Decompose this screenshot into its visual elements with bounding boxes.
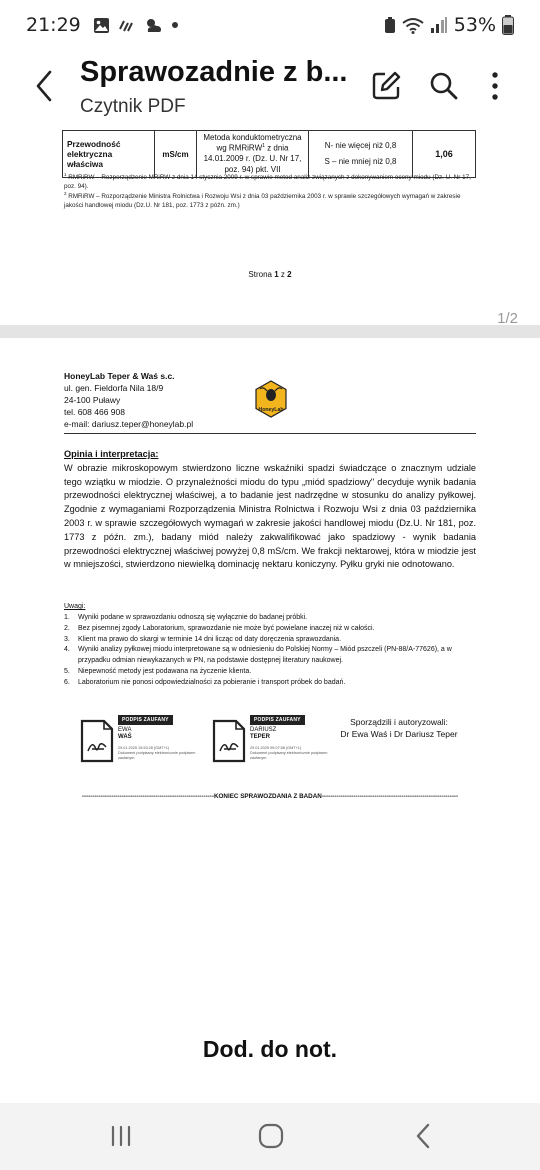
- method-text-a: Metoda konduktometryczna wg RMRiRW: [203, 133, 302, 154]
- signal-icon: [430, 17, 448, 34]
- status-right: [384, 14, 514, 36]
- lab-header: [64, 370, 193, 430]
- prepared-by-label: Sporządzili i autoryzowali:: [350, 717, 448, 727]
- page-number: [0, 270, 540, 279]
- footnote-1-text: RMRiRW – Rozporządzenie MRiRW z dnia 14 stycznia 2009 r. w sprawie metod analiz związanych z dokonywaniem oceny miodu (Dz. U. Nr 17, poz. 94).: [64, 174, 471, 190]
- search-icon: [426, 68, 462, 104]
- signer-name: [250, 727, 276, 741]
- more-vert-icon: [477, 68, 513, 104]
- list-item: [64, 678, 476, 689]
- unit-cell: mS/cm: [155, 131, 197, 178]
- notes-section: [64, 602, 476, 689]
- note-number: 5.: [64, 668, 70, 676]
- note-text: Bez pisemnej zgody Laboratorium, sprawozdanie nie może być powielane inaczej niż w całości.: [78, 624, 375, 632]
- edit-icon: [368, 68, 404, 104]
- notes-list: [64, 613, 476, 689]
- signer-last-name: WAŚ: [118, 733, 132, 740]
- signature-date: 29.01.2025 09:07:58 (GMT+1): [250, 746, 302, 750]
- status-notification-icons: [93, 17, 179, 34]
- method-text-b: z dnia 14.01.2009 r. (Dz. U. Nr 17, poz. 94) pkt. VII: [203, 144, 302, 174]
- lab-street: ul. gen. Fieldorfa Nila 18/9: [64, 383, 164, 394]
- signature-meta: [118, 746, 204, 761]
- opinion-heading: Opinia i interpretacja:: [64, 449, 159, 459]
- home-button[interactable]: [256, 1121, 286, 1151]
- search-button[interactable]: [426, 68, 462, 104]
- req-line-1: N- nie więcej niż 0,8: [324, 141, 397, 151]
- signer-last-name: TEPER: [250, 733, 271, 740]
- lab-email: e-mail: dariusz.teper@honeylab.pl: [64, 419, 194, 430]
- req-line-2: S – nie mniej niż 0,8: [324, 157, 397, 167]
- signer-first-name: DARIUSZ: [250, 727, 277, 733]
- note-text: Wyniki podane w sprawozdaniu odnoszą się wyłącznie do badanej próbki.: [78, 613, 308, 621]
- honeylab-logo: [254, 380, 288, 418]
- nav-back-button[interactable]: [408, 1121, 438, 1151]
- lab-phone: tel. 608 466 908: [64, 407, 125, 418]
- opinion-text: W obrazie mikroskopowym stwierdzono liczne wskaźniki spadzi świadczące o znacznym udziale tego wziątku w miodzie. O przynależności miodu do typu „miód spadziowy" decyduje wynik badania przewodności elektrycznej właściwej, a to badanie jest nadrzędne w stosunku do analizy pyłkowej. Zgodnie z wymaganiami Rozporządzenia Ministra Rolnictwa i Rozwoju Wsi z dnia 03 października 2003 r. w sprawie szczegółowych wymagań w zakresie jakości handlowej miodu (Dz.U. Nr 181, poz. 1773 z późn. zm.), badany miód należy zakwalifikować jako spadziowy - wynik badania przewodności elektrycznej właściwej powyżej 0,8 mS/cm. We frakcji nektarowej, która w miodzie jest w mniejszości, stwierdzono niewielką dominację nektaru koniczyny. Pyłku gryki nie odnotowano.: [64, 462, 476, 570]
- app-bar: [0, 50, 540, 130]
- trusted-signature-badge: PODPIS ZAUFANY: [118, 715, 173, 725]
- battery-icon: [502, 15, 514, 35]
- page-number-mid: z: [278, 270, 288, 279]
- header-divider: [64, 433, 476, 434]
- edit-button[interactable]: [368, 68, 404, 104]
- honeycomb-logo-icon: [254, 380, 288, 418]
- list-item: [64, 635, 476, 646]
- note-number: 6.: [64, 678, 70, 686]
- signature-meta: [250, 746, 336, 761]
- authorization-block: [324, 716, 474, 741]
- method-sup: 1: [262, 143, 265, 150]
- note-text: Laboratorium nie ponosi odpowiedzialności za pobieranie i transport próbek do badań.: [78, 678, 346, 686]
- param-cell: Przewodność elektryczna właściwa: [63, 131, 155, 178]
- footnote-1: [64, 172, 476, 192]
- dot-icon: [171, 21, 179, 29]
- result-cell: 1,06: [413, 131, 476, 178]
- list-item: [64, 667, 476, 678]
- trusted-signature-badge: PODPIS ZAUFANY: [250, 715, 305, 725]
- document-title: Sprawozadnie z b...: [80, 56, 348, 88]
- list-item: [64, 613, 476, 624]
- page-number-current: 1: [274, 270, 279, 279]
- note-text: Wyniki analizy pyłkowej miodu interpretowane są w odniesieniu do Polskiej Normy – Miód pszczeli (PN-88/A-77626), a w przypadku odmian niewykazanych w PN, na podstawie dostępnej literatury naukowej.: [78, 646, 452, 665]
- note-number: 2.: [64, 624, 70, 632]
- signature-date: 29.01.2025 15:53:28 (GMT+1): [118, 746, 170, 750]
- results-table: [62, 130, 476, 178]
- nav-back-icon: [408, 1121, 438, 1151]
- battery-saver-icon: [384, 17, 396, 34]
- lab-name: HoneyLab Teper & Waś s.c.: [64, 371, 175, 381]
- app-subtitle: Czytnik PDF: [80, 96, 186, 117]
- report-end-line: ---------------------------------------------------------------KONIEC SPRAWOZDANIA Z BADAŃ-----------------------------------------------------------------: [81, 793, 459, 800]
- logo-text: HoneyLab: [258, 407, 284, 413]
- note-text: Klient ma prawo do skargi w terminie 14 dni licząc od daty doręczenia sprawozdania.: [78, 635, 342, 643]
- photo-icon: [93, 17, 110, 34]
- footnote-1-mark: 1: [64, 172, 67, 177]
- signed-document-icon: [80, 719, 114, 763]
- prepared-by-names: Dr Ewa Waś i Dr Dariusz Teper: [340, 729, 458, 740]
- pdf-page-1: [0, 130, 540, 325]
- notes-heading: Uwagi:: [64, 603, 86, 610]
- recents-icon: [106, 1121, 136, 1151]
- footnote-2-mark: 2: [64, 191, 67, 196]
- signer-name: [118, 727, 132, 741]
- requirement-cell: [309, 131, 413, 178]
- home-icon: [256, 1121, 286, 1151]
- recents-button[interactable]: [106, 1121, 136, 1151]
- navigation-bar: [0, 1103, 540, 1170]
- lab-city: 24-100 Puławy: [64, 395, 121, 406]
- note-number: 4.: [64, 646, 70, 654]
- page-number-total: 2: [287, 270, 292, 279]
- note-number: 3.: [64, 635, 70, 643]
- status-time: 21:29: [26, 14, 81, 36]
- battery-percent: 53%: [453, 14, 496, 36]
- footnote-2-text: RMRiRW – Rozporządzenie Ministra Rolnictwa i Rozwoju Wsi z dnia 03 października 2003 r. w sprawie szczegółowych wymagań w zakresie jakości handlowej miodu (Dz.U. Nr 181, poz. 1773 z późn. zm.): [64, 193, 461, 209]
- pdf-page-2: [0, 338, 540, 995]
- signature-ewa-was: [78, 713, 208, 771]
- list-item: [64, 645, 476, 667]
- note-text: Niepewność metody jest podawana na życzenie klienta.: [78, 668, 252, 676]
- page-counter: 1/2: [497, 310, 518, 327]
- wave-icon: [118, 17, 136, 34]
- caption-banner: Dod. do not.: [0, 995, 540, 1103]
- more-options-button[interactable]: [477, 68, 513, 104]
- signed-document-icon: [212, 719, 246, 763]
- pdf-viewer[interactable]: [0, 130, 540, 995]
- signature-note: Dokument podpisany elektronicznie podpisem zaufanym: [250, 750, 328, 760]
- signer-first-name: EWA: [118, 727, 132, 733]
- list-item: [64, 624, 476, 635]
- method-cell: [197, 131, 309, 178]
- status-bar: [0, 0, 540, 50]
- back-button[interactable]: [28, 66, 64, 106]
- opinion-section: [64, 448, 476, 572]
- note-number: 1.: [64, 613, 70, 621]
- footnote-2: [64, 191, 476, 211]
- weather-icon: [144, 17, 163, 34]
- table-row: [63, 131, 476, 178]
- page-number-prefix: Strona: [248, 270, 275, 279]
- back-arrow-icon: [28, 66, 64, 106]
- signature-note: Dokument podpisany elektronicznie podpisem zaufanym: [118, 750, 196, 760]
- signature-dariusz-teper: [210, 713, 340, 771]
- wifi-icon: [402, 17, 424, 34]
